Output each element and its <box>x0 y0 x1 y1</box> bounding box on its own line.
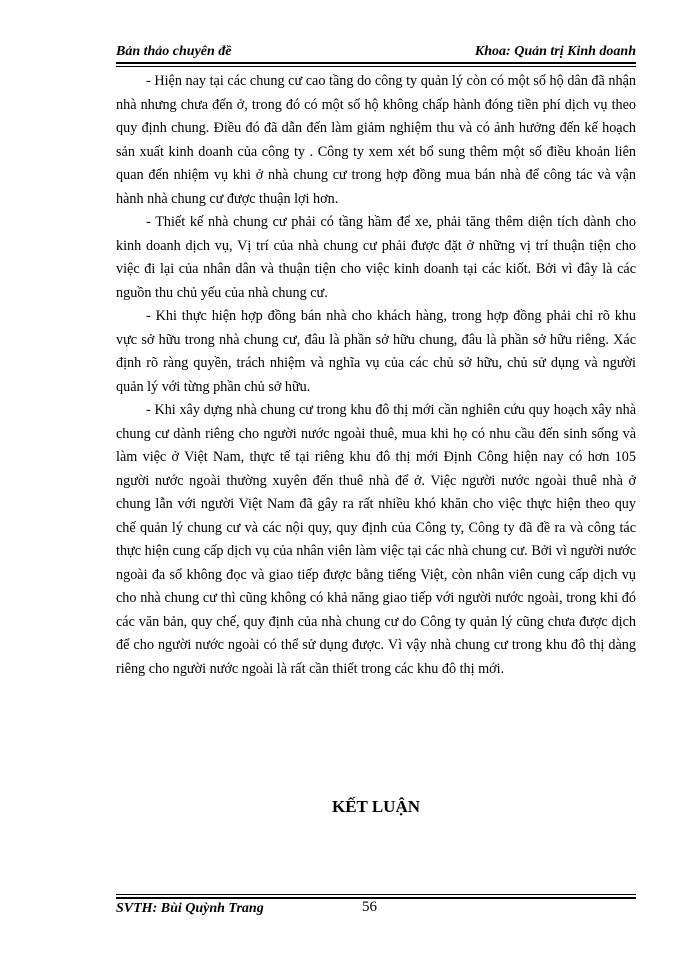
page-header <box>116 38 636 64</box>
paragraph: - Khi xây dựng nhà chung cư trong khu đô thị mới cần nghiên cứu quy hoạch xây nhà chung cư dành riêng cho người nước ngoài thuê, mua khi họ có nhu cầu đến sinh sống và làm việc ở Việt Nam, thực tế tại riêng khu đô thị mới Định Công hiện nay có hơn 105 người nước ngoài thường xuyên đến thuê nhà để ở. Việc người nước ngoài thuê nhà ở chung lẫn với người Việt Nam đã gây ra rất nhiều khó khăn cho việc thực hiện theo quy chế quản lý chung cư và các nội quy, quy định của Công ty, Công ty đã đề ra và công tác thực hiện cung cấp dịch vụ của nhân viên làm việc tại các nhà chung cư. Bởi vì người nước ngoài đa số không đọc và giao tiếp được bằng tiếng Việt, còn nhân viên cung cấp dịch vụ cho nhà chung cư thì cũng không có khả năng giao tiếp với người nước ngoài, trong khi đó các văn bản, quy chế, quy định của nhà chung cư do Công ty quản lý cũng chưa được dịch để cho người nước ngoài có thể sử dụng được. Vì vậy nhà chung cư trong khu đô thị dàng riêng cho người nước ngoài là rất cần thiết trong các khu đô thị mới. <box>116 402 636 677</box>
paragraph: - Thiết kế nhà chung cư phải có tầng hầm để xe, phải tăng thêm diện tích dành cho kinh doanh dịch vụ, Vị trí của nhà chung cư phải được đặt ở những vị trí thuận tiện cho việc đi lại của nhân dân và thuận tiện cho việc kinh doanh tại các kiốt. Bởi vì đây là các nguồn thu chủ yếu của nhà chung cư. <box>116 214 636 301</box>
body-text <box>116 70 636 681</box>
paragraph: - Khi thực hiện hợp đồng bán nhà cho khách hàng, trong hợp đồng phải chỉ rõ khu vực sở hữu trong nhà chung cư, đâu là phần sở hữu chung, đâu là phần sở hữu riêng. Xác định rõ ràng quyền, trách nhiệm và nghĩa vụ của các chủ sở hữu, chủ sử dụng và người quản lý với từng phần chủ sở hữu. <box>116 308 636 395</box>
header-document-title: Bản thảo chuyên đề <box>116 44 232 59</box>
section-heading-conclusion: KẾT LUẬN <box>331 797 420 816</box>
footer-rule-secondary <box>116 894 636 895</box>
header-rule-secondary <box>116 66 636 67</box>
page-number: 56 <box>362 899 377 915</box>
footer-author: SVTH: Bùi Quỳnh Trang <box>116 901 264 916</box>
paragraph: - Hiện nay tại các chung cư cao tầng do công ty quản lý còn có một số hộ dân đã nhận nhà nhưng chưa đến ở, trong đó có một số hộ không chấp hành đóng tiền phí dịch vụ theo quy định chung. Điều đó đã dẫn đến làm giảm nghiệm thu và có ảnh hưởng đến kế hoạch sản xuất kinh doanh của công ty . Công ty xem xét bổ sung thêm một số điều khoản liên quan đến nhiệm vụ khi ở nhà chung cư trong hợp đồng mua bán nhà để công tác và vận hành nhà chung cư được thuận lợi hơn. <box>116 73 636 207</box>
header-faculty: Khoa: Quản trị Kinh doanh <box>474 44 636 59</box>
header-rule <box>116 62 636 64</box>
